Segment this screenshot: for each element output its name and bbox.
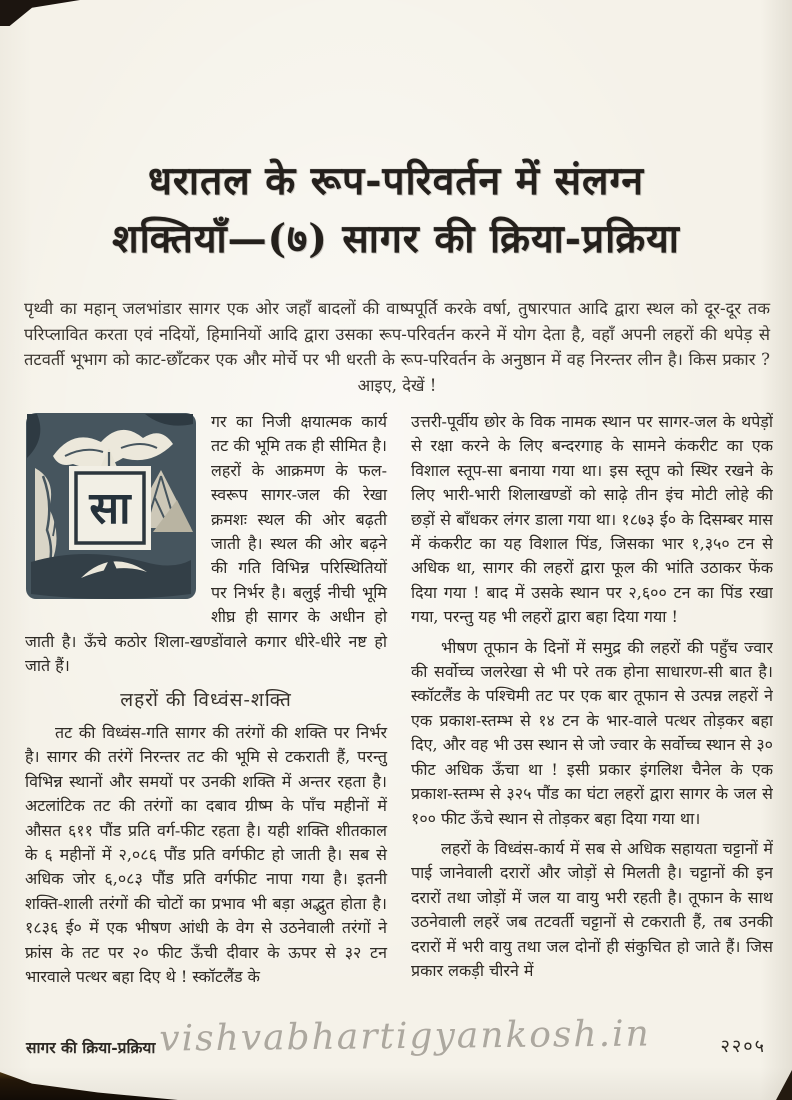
chapter-illustration	[25, 412, 197, 600]
left-paragraph: तट की विध्वंस-गति सागर की तरंगों की शक्ति पर निर्भर है। सागर की तरंगें निरन्तर तट की भूमि से टकराती हैं, परन्तु विभिन्न स्थानों और समयों पर उनकी शक्ति में अन्तर रहता है। अटलांटिक तट की तरंगों का दबाव ग्रीष्म के पाँच महीनों में औसत ६११ पौंड प्रति वर्ग-फीट रहता है। यही शक्ति शीतकाल के ६ महीनों में २,०८६ पौंड प्रति वर्गफीट हो जाती है। सब से अधिक जोर ६,०८३ पौंड प्रति वर्गफीट नापा गया है। इतनी शक्ति-शाली तरंगों की चोटों का प्रभाव भी बड़ा अद्भुत होता है। १८३६ ई० में एक भीषण आंधी के वेग से उठनेवाली तरंगों ने फ्रांस के तट पर २० फीट ऊँची दीवार के ऊपर से ३२ टन भारवाले पत्थर बहा दिए थे ! स्कॉटलैंड के	[25, 722, 387, 986]
left-lead-paragraph: गर का निजी क्षयात्मक कार्य तट की भूमि तक ही सीमित है। लहरों के आक्रमण के फल-स्वरूप सागर-जल की रेखा क्रमशः स्थल की ओर बढ़ती जाती है। स्थल की ओर बढ़ने की गति विभिन्न परिस्थितियों पर निर्भर है। बलुई नीची भूमि शीघ्र ही सागर के अधीन हो जाती है। ऊँचे कठोर शिला-खण्डोंवाले कगार धीरे-धीरे नष्ट हो जाते हैं।	[25, 412, 387, 676]
right-paragraph-3: लहरों के विध्वंस-कार्य में सब से अधिक सहायता चट्टानों में पाई जानेवाली दरारों और जोड़ों से मिलती है। चट्टानों की इन दरारों तथा जोड़ों में जल या वायु भरी रहती है। तूफान के साथ उठनेवाली लहरें जब तटवर्ती चट्टानों से टकराती हैं, तब उनकी दरारों में भरी वायु तथा जल दोनों ही संकुचित हो जाते हैं। जिस प्रकार लकड़ी चीरने में	[411, 838, 773, 980]
scan-smudge-bottom-left	[0, 1066, 178, 1100]
chapter-title-line1: धरातल के रूप-परिवर्तन में संलग्न	[147, 158, 645, 204]
page-number: २२०५	[720, 1036, 766, 1057]
scan-smudge-bottom-right	[776, 1070, 792, 1100]
dropcap-letter: सा	[89, 483, 131, 534]
intro-paragraph: पृथ्वी का महान् जलभांडार सागर एक ओर जहाँ बादलों की वाष्पपूर्ति करके वर्षा, तुषारपात आदि द्वारा स्थल को दूर-दूर तक परिप्लावित करता एवं नदियों, हिमानियों आदि द्वारा उसका रूप-परिवर्तन करने में योग देता है, वहाँ अपनी लहरों की थपेड़ से तटवर्ती भूभाग को काट-छाँटकर एक और मोर्चे पर भी धरती के रूप-परिवर्तन के अनुष्ठान में वह निरन्तर लीन है। किस प्रकार ? आइए, देखें !	[24, 299, 770, 395]
right-paragraph-2: भीषण तूफान के दिनों में समुद्र की लहरों की पहुँच ज्वार की सर्वोच्च जलरेखा से भी परे तक होना साधारण-सी बात है। स्कॉटलैंड के पश्चिमी तट पर एक बार तूफान से उत्पन्न लहरों ने एक प्रकाश-स्तम्भ से १४ टन के भार-वाले पत्थर तोड़कर बहा दिए, और वह भी उस स्थान से जो ज्वार के सर्वोच्च स्थान से ३० फीट अधिक ऊँचा था ! इसी प्रकार इंगलिश चैनेल के एक प्रकाश-स्तम्भ से ३२५ पौंड का घंटा लहरों द्वारा सागर के जल से १०० फीट ऊँचे स्थान से तोड़कर बहा दिया गया था।	[411, 637, 773, 828]
running-title: सागर की क्रिया-प्रक्रिया	[26, 1038, 156, 1057]
chapter-title-line2: शक्तियाँ—(७) सागर की क्रिया-प्रक्रिया	[112, 216, 680, 262]
right-paragraph-1: उत्तरी-पूर्वीय छोर के विक नामक स्थान पर सागर-जल के थपेड़ों से रक्षा करने के लिए बन्दरगाह के सामने कंकरीट का एक विशाल स्तूप-सा बनाया गया था। इस स्तूप को स्थिर रखने के लिए भारी-भारी शिलाखण्डों को साढ़े तीन इंच मोटी लोहे की छड़ों से बाँधकर लंगर डाला गया था। १८७३ ई० के दिसम्बर मास में कंकरीट का यह विशाल पिंड, जिसका भार १,३५० टन से अधिक था, सागर की लहरों द्वारा फूल की भांति उठाकर फेंक दिया गया ! बाद में उसके स्थान पर २,६०० टन का पिंड रखा गया, परन्तु यह भी लहरों द्वारा बहा दिया गया !	[411, 412, 773, 627]
right-column	[411, 410, 773, 1018]
left-column	[25, 410, 387, 1018]
site-watermark: vishvabhartigyankosh.in	[159, 1013, 651, 1060]
body-columns	[25, 410, 773, 1018]
section-heading: लहरों की विध्वंस-शक्ति	[120, 689, 292, 712]
scan-smudge-top-left	[0, 0, 80, 26]
